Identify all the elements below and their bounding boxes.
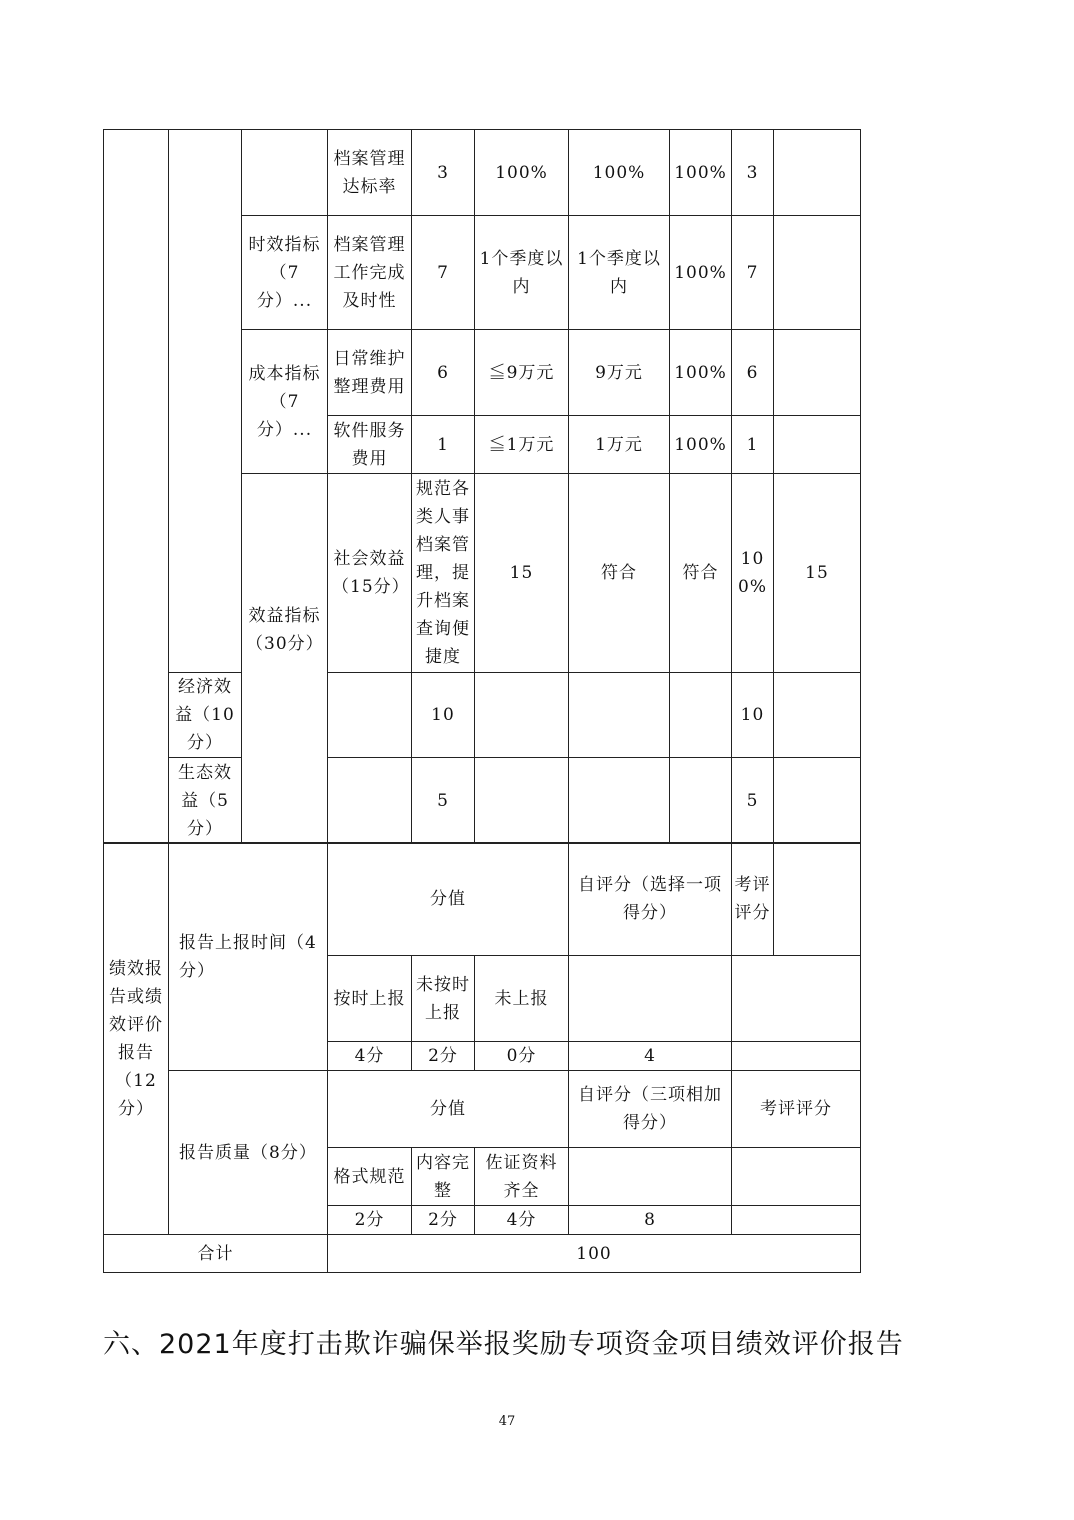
table-row bbox=[104, 843, 861, 956]
self-score-cell bbox=[569, 1148, 732, 1206]
report-quality-label: 报告质量（8分） bbox=[169, 1071, 328, 1235]
category-cell: 时效指标（7分）... bbox=[242, 216, 328, 330]
report-evaluation-table bbox=[103, 842, 861, 1273]
level3-cell-continued bbox=[242, 130, 328, 216]
total-row bbox=[104, 1235, 861, 1273]
rate-cell: 100% bbox=[670, 416, 732, 474]
weight-cell: 1 bbox=[412, 416, 475, 474]
score-cell: 15 bbox=[774, 474, 861, 673]
level2-cell-continued bbox=[169, 130, 242, 673]
actual-cell: 1个季度以内 bbox=[569, 216, 670, 330]
category-cell: 社会效益（15分） bbox=[328, 474, 412, 673]
points-cell: 0分 bbox=[475, 1042, 569, 1071]
remark-cell bbox=[774, 758, 861, 844]
category-cell: 经济效益（10分） bbox=[169, 673, 242, 758]
option-cell: 内容完整 bbox=[412, 1148, 475, 1206]
rate-cell bbox=[670, 758, 732, 844]
rate-cell: 100% bbox=[670, 330, 732, 416]
weight-cell: 7 bbox=[412, 216, 475, 330]
rate-cell: 100% bbox=[670, 130, 732, 216]
score-cell: 10 bbox=[732, 673, 774, 758]
score-header: 分值 bbox=[328, 843, 569, 956]
target-cell: ≦9万元 bbox=[475, 330, 569, 416]
review-score-cell bbox=[732, 1148, 861, 1206]
actual-cell: 1万元 bbox=[569, 416, 670, 474]
rate-cell: 100% bbox=[670, 216, 732, 330]
weight-cell: 3 bbox=[412, 130, 475, 216]
review-score-header: 考评评分 bbox=[732, 1071, 861, 1148]
score-cell: 1 bbox=[732, 416, 774, 474]
target-cell bbox=[475, 673, 569, 758]
level1-cell-continued bbox=[104, 130, 169, 844]
score-cell: 7 bbox=[732, 216, 774, 330]
category-cell: 成本指标（7分）... bbox=[242, 330, 328, 474]
review-score-value bbox=[732, 1206, 861, 1235]
empty-cell bbox=[774, 843, 861, 956]
indicator-cell bbox=[328, 758, 412, 844]
actual-cell bbox=[569, 673, 670, 758]
indicator-cell: 规范各类人事档案管理，提升档案查询便捷度 bbox=[412, 474, 475, 673]
target-cell: 100% bbox=[475, 130, 569, 216]
rate-cell: 100% bbox=[732, 474, 774, 673]
self-score-header: 自评分（三项相加得分） bbox=[569, 1071, 732, 1148]
option-cell: 佐证资料齐全 bbox=[475, 1148, 569, 1206]
remark-cell bbox=[774, 416, 861, 474]
report-time-label: 报告上报时间（4分） bbox=[169, 843, 328, 1071]
remark-cell bbox=[774, 673, 861, 758]
category-cell: 生态效益（5分） bbox=[169, 758, 242, 844]
points-cell: 2分 bbox=[412, 1206, 475, 1235]
review-score-value bbox=[732, 1042, 861, 1071]
self-score-value: 4 bbox=[569, 1042, 732, 1071]
option-cell: 按时上报 bbox=[328, 956, 412, 1042]
score-cell: 3 bbox=[732, 130, 774, 216]
remark-cell bbox=[774, 216, 861, 330]
self-score-value: 8 bbox=[569, 1206, 732, 1235]
section-heading: 六、2021年度打击欺诈骗保举报奖励专项资金项目绩效评价报告 bbox=[103, 1329, 904, 1360]
points-cell: 2分 bbox=[412, 1042, 475, 1071]
actual-cell bbox=[569, 758, 670, 844]
actual-cell: 符合 bbox=[670, 474, 732, 673]
indicator-cell bbox=[328, 673, 412, 758]
rate-cell bbox=[670, 673, 732, 758]
option-cell: 未按时上报 bbox=[412, 956, 475, 1042]
points-cell: 4分 bbox=[328, 1042, 412, 1071]
option-cell: 未上报 bbox=[475, 956, 569, 1042]
indicator-cell: 软件服务费用 bbox=[328, 416, 412, 474]
table-row bbox=[104, 758, 861, 844]
score-header: 分值 bbox=[328, 1071, 569, 1148]
total-label: 合计 bbox=[104, 1235, 328, 1273]
review-score-cell bbox=[732, 956, 861, 1042]
target-cell: ≦1万元 bbox=[475, 416, 569, 474]
indicator-cell: 档案管理达标率 bbox=[328, 130, 412, 216]
target-cell: 1个季度以内 bbox=[475, 216, 569, 330]
report-group-cell: 绩效报告或绩效评价报告（12分） bbox=[104, 843, 169, 1235]
indicator-cell: 日常维护整理费用 bbox=[328, 330, 412, 416]
target-cell: 符合 bbox=[569, 474, 670, 673]
score-cell: 5 bbox=[732, 758, 774, 844]
points-cell: 4分 bbox=[475, 1206, 569, 1235]
score-cell: 6 bbox=[732, 330, 774, 416]
self-score-cell bbox=[569, 956, 732, 1042]
self-score-header: 自评分（选择一项得分） bbox=[569, 843, 732, 956]
points-cell: 2分 bbox=[328, 1206, 412, 1235]
actual-cell: 100% bbox=[569, 130, 670, 216]
table-row bbox=[104, 673, 861, 758]
weight-cell: 6 bbox=[412, 330, 475, 416]
target-cell bbox=[475, 758, 569, 844]
total-value: 100 bbox=[328, 1235, 861, 1273]
actual-cell: 9万元 bbox=[569, 330, 670, 416]
remark-cell bbox=[774, 130, 861, 216]
indicator-cell: 档案管理工作完成及时性 bbox=[328, 216, 412, 330]
performance-evaluation-table bbox=[103, 129, 861, 844]
table-row bbox=[104, 1071, 861, 1148]
remark-cell bbox=[774, 330, 861, 416]
weight-cell: 10 bbox=[412, 673, 475, 758]
benefit-group-cell: 效益指标（30分） bbox=[242, 474, 328, 844]
weight-cell: 15 bbox=[475, 474, 569, 673]
weight-cell: 5 bbox=[412, 758, 475, 844]
review-score-header: 考评评分 bbox=[732, 843, 774, 956]
option-cell: 格式规范 bbox=[328, 1148, 412, 1206]
page-number: 47 bbox=[498, 1414, 516, 1429]
table-row bbox=[104, 130, 861, 216]
